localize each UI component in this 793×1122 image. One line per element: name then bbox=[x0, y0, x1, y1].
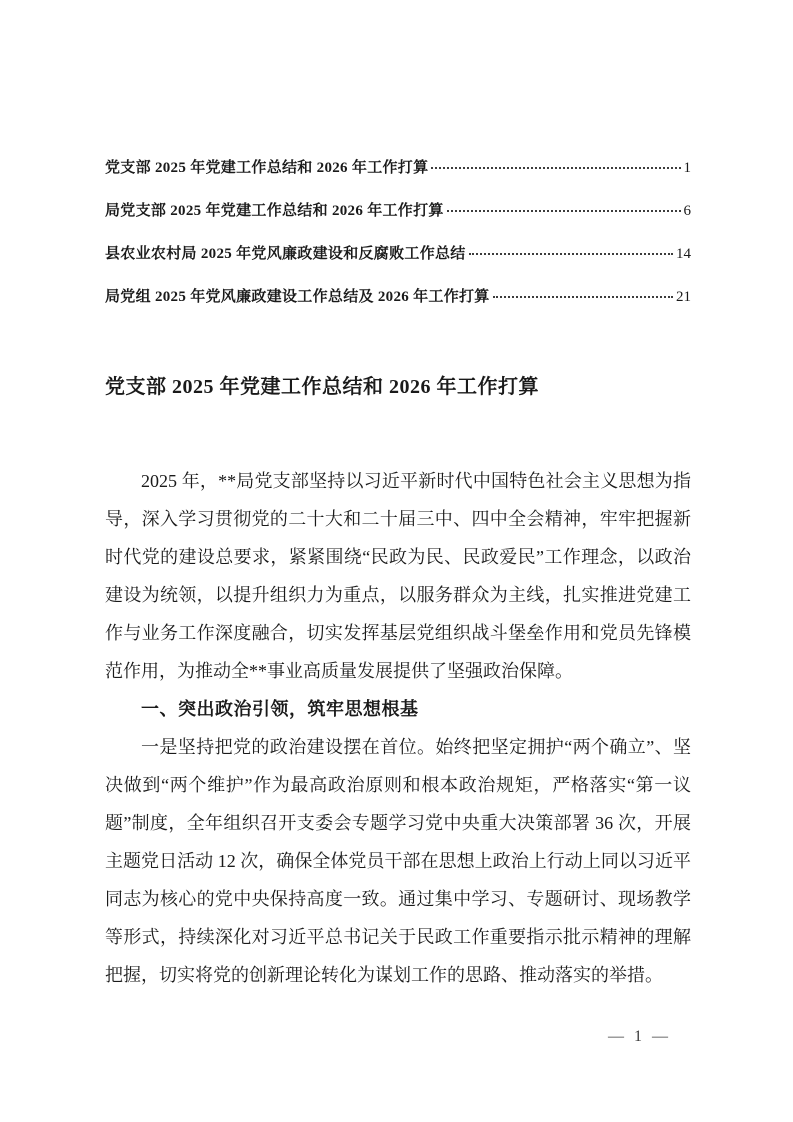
page-content bbox=[105, 0, 691, 994]
toc-dot-leader bbox=[431, 167, 680, 169]
toc-dot-leader bbox=[447, 210, 681, 212]
section-heading: 一、突出政治引领，筑牢思想根基 bbox=[141, 699, 419, 719]
toc-entry-title: 党支部 2025 年党建工作总结和 2026 年工作打算 bbox=[105, 160, 429, 176]
toc-entry bbox=[105, 199, 691, 242]
section-paragraph: 一是坚持把党的政治建设摆在首位。始终把坚定拥护“两个确立”、坚决做到“两个维护”作为最高政治原则和根本政治规矩，严格落实“第一议题”制度，全年组织召开支委会专题学习党中央重大决策部署 36 次，开展主题党日活动 12 次，确保全体党员干部在思想上政治上行动上同以习近平同志为核心的党中央保持高度一致。通过集中学习、专题研讨、现场教学等形式，持续深化对习近平总书记关于民政工作重要指示批示精神的理解把握，切实将党的创新理论转化为谋划工作的思路、推动落实的举措。 bbox=[105, 737, 691, 985]
toc-entry bbox=[105, 156, 691, 199]
toc-entry bbox=[105, 285, 691, 328]
toc-entry-page-number: 1 bbox=[683, 160, 691, 176]
toc-entry bbox=[105, 242, 691, 285]
table-of-contents bbox=[105, 0, 691, 328]
toc-dot-leader bbox=[469, 253, 673, 255]
toc-entry-title: 局党支部 2025 年党建工作总结和 2026 年工作打算 bbox=[105, 203, 444, 219]
intro-paragraph: 2025 年，**局党支部坚持以习近平新时代中国特色社会主义思想为指导，深入学习贯彻党的二十大和二十届三中、四中全会精神，牢牢把握新时代党的建设总要求，紧紧围绕“民政为民、民政爱民”工作理念，以政治建设为统领，以提升组织力为重点，以服务群众为主线，扎实推进党建工作与业务工作深度融合，切实发挥基层党组织战斗堡垒作用和党员先锋模范作用，为推动全**事业高质量发展提供了坚强政治保障。 bbox=[105, 471, 691, 681]
toc-entry-title: 局党组 2025 年党风廉政建设工作总结及 2026 年工作打算 bbox=[105, 289, 490, 305]
toc-entry-page-number: 21 bbox=[676, 289, 691, 305]
article-body bbox=[105, 462, 691, 994]
toc-entry-title: 县农业农村局 2025 年党风廉政建设和反腐败工作总结 bbox=[105, 246, 466, 262]
article-title: 党支部 2025 年党建工作总结和 2026 年工作打算 bbox=[105, 376, 539, 398]
toc-entry-page-number: 6 bbox=[683, 203, 691, 219]
footer-page-number: — 1 — bbox=[608, 1028, 671, 1045]
toc-entry-page-number: 14 bbox=[676, 246, 691, 262]
toc-dot-leader bbox=[493, 296, 673, 298]
